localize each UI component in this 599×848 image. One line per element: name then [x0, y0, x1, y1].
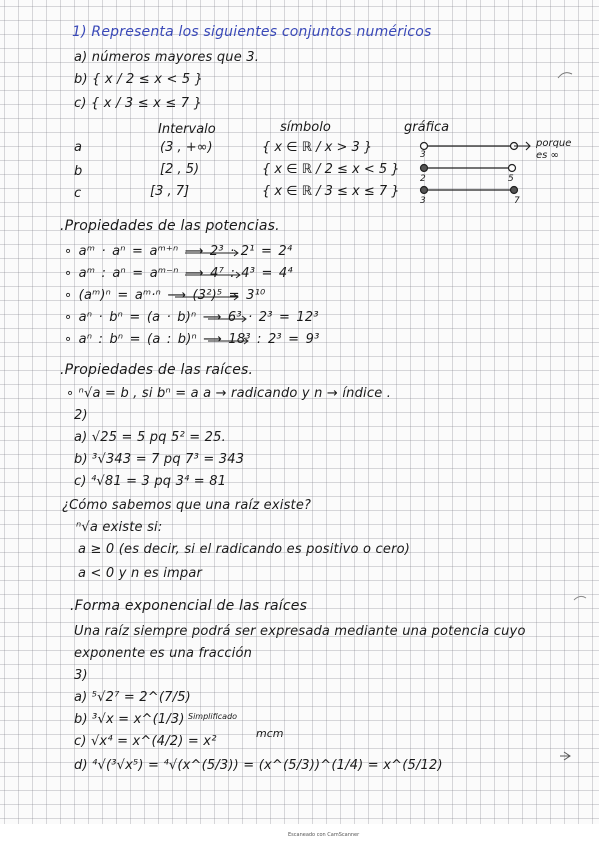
exercise-1-title: 1) Representa los siguientes conjuntos numéricos — [72, 24, 432, 40]
row-b-label: b — [74, 164, 83, 179]
graph-b-closed-point — [421, 165, 428, 172]
header-grafica: gráfica — [404, 120, 450, 135]
graph-note-infinity: es ∞ — [536, 150, 559, 161]
exponential-text-2: exponente es una fracción — [74, 646, 253, 661]
row-c-symbol: { x ∈ ℝ / 3 ≤ x ≤ 7 } — [262, 184, 400, 199]
exponential-text-1: Una raíz siempre podrá ser expresada mediante una potencia cuyo — [74, 624, 526, 639]
exercise-3-number: 3) — [74, 668, 88, 683]
footer-text: Escaneado con CamScanner — [288, 832, 360, 838]
power-rule-2: ∘ aᵐ : aⁿ = aᵐ⁻ⁿ ⟶ 4⁷ : 4³ = 4⁴ — [64, 266, 293, 281]
power-rule-1: ∘ aᵐ · aⁿ = aᵐ⁺ⁿ ⟶ 2³ · 2¹ = 2⁴ — [64, 244, 293, 259]
header-simbolo: símbolo — [280, 120, 331, 135]
roots-heading: .Propiedades de las raíces. — [60, 362, 254, 378]
graph-c-closed-end — [511, 187, 518, 194]
power-rule-5: ∘ aⁿ : bⁿ = (a : b)ⁿ ⟶ 18³ : 2³ = 9³ — [64, 332, 320, 347]
root-exists: ⁿ√a existe si: — [76, 520, 163, 535]
scanner-footer — [0, 824, 599, 848]
root-question: ¿Cómo sabemos que una raíz existe? — [62, 498, 312, 513]
margin-mark-top — [558, 73, 572, 78]
graph-a-open-point — [421, 143, 428, 150]
root-condition-1: a ≥ 0 (es decir, si el radicando es positivo o cero) — [78, 542, 411, 557]
item-c: c) { x / 3 ≤ x ≤ 7 } — [74, 96, 203, 111]
graph-a-start-label: 3 — [420, 150, 426, 160]
margin-mark-bottom — [560, 752, 570, 760]
exp-item-c: c) √x⁴ = x^(4/2) = x² — [74, 734, 217, 749]
power-rule-3: ∘ (aᵐ)ⁿ = aᵐ·ⁿ ⟶ (3²)⁵ = 3¹⁰ — [64, 288, 266, 303]
graph-note-porque: porque — [536, 138, 572, 149]
row-c-interval: [3 , 7] — [150, 184, 190, 199]
margin-mark-mid — [574, 596, 586, 600]
exponential-heading: .Forma exponencial de las raíces — [70, 598, 308, 614]
item-a: a) números mayores que 3. — [74, 50, 260, 65]
exercise-2-number: 2) — [74, 408, 88, 423]
root-example-c: c) ⁴√81 = 3 pq 3⁴ = 81 — [74, 474, 227, 489]
item-b: b) { x / 2 ≤ x < 5 } — [74, 72, 204, 87]
root-definition: ∘ ⁿ√a = b , si bⁿ = a a → radicando y n → índice . — [66, 386, 392, 401]
row-c-label: c — [74, 186, 82, 201]
exp-item-d: d) ⁴√(³√x⁵) = ⁴√(x^(5/3)) = (x^(5/3))^(1/4) = x^(5/12) — [74, 758, 443, 773]
row-a-label: a — [74, 140, 82, 155]
row-a-interval: (3 , +∞) — [160, 140, 213, 155]
power-rule-4: ∘ aⁿ · bⁿ = (a · b)ⁿ ⟶ 6³ · 2³ = 12³ — [64, 310, 319, 325]
exp-item-b: b) ³√x = x^(1/3) — [74, 712, 185, 727]
graph-c-start-label: 3 — [420, 196, 426, 206]
graph-c-end-label: 7 — [514, 196, 520, 206]
mcm-note: mcm — [256, 727, 284, 740]
root-example-a: a) √25 = 5 pq 5² = 25. — [74, 430, 226, 445]
root-condition-2: a < 0 y n es impar — [78, 566, 203, 581]
graph-b-end-label: 5 — [508, 174, 514, 184]
simplificado-note: Simplificado — [188, 712, 238, 721]
header-intervalo: Intervalo — [158, 122, 216, 137]
row-a-symbol: { x ∈ ℝ / x > 3 } — [262, 140, 373, 155]
row-b-interval: [2 , 5) — [160, 162, 200, 177]
powers-heading: .Propiedades de las potencias. — [60, 218, 280, 234]
root-example-b: b) ³√343 = 7 pq 7³ = 343 — [74, 452, 245, 467]
exp-item-a: a) ⁵√2⁷ = 2^(7/5) — [74, 690, 191, 705]
row-b-symbol: { x ∈ ℝ / 2 ≤ x < 5 } — [262, 162, 400, 177]
graph-b-open-point — [509, 165, 516, 172]
graph-b-start-label: 2 — [420, 174, 426, 184]
graph-c-closed-start — [421, 187, 428, 194]
